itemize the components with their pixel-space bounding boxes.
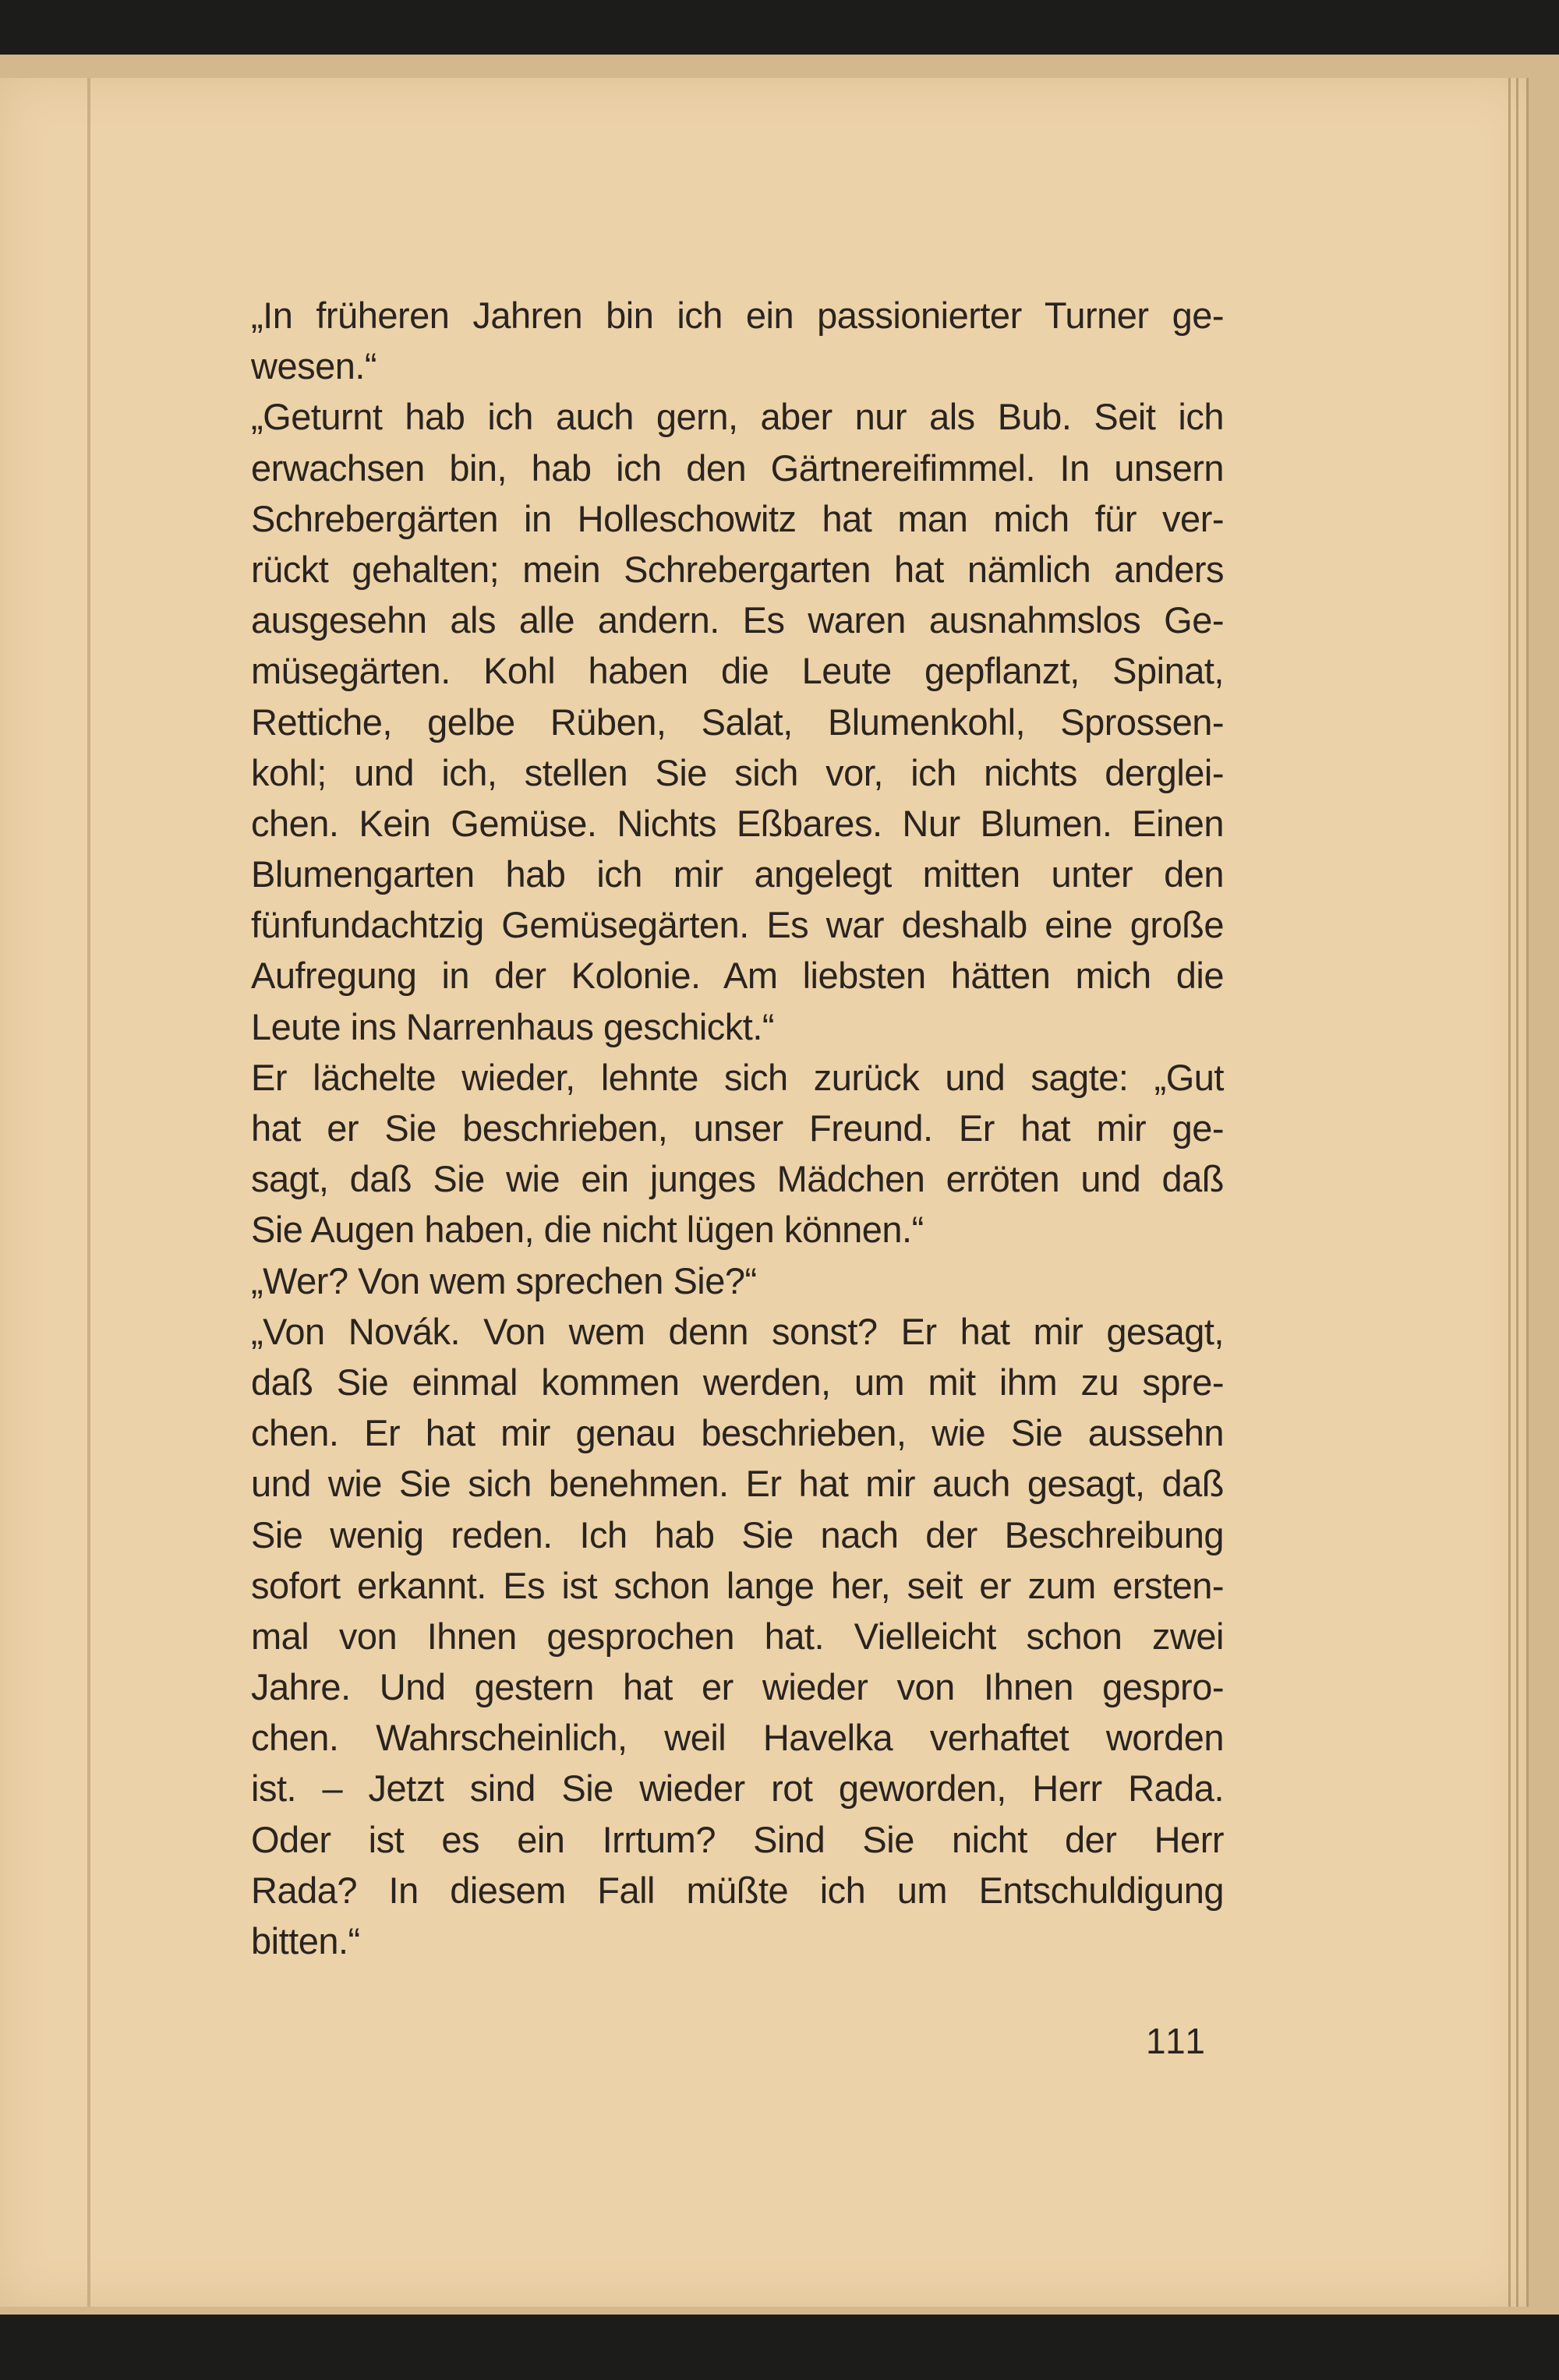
text-line: mal von Ihnen gesprochen hat. Vielleicht schon zwei: [251, 1615, 1224, 1657]
text-line: sofort erkannt. Es ist schon lange her, seit er zum ersten-: [251, 1564, 1224, 1606]
text-line: müsegärten. Kohl haben die Leute gepflanzt, Spinat,: [251, 650, 1224, 692]
body-text: [251, 290, 1224, 1966]
text-line: „In früheren Jahren bin ich ein passionierter Turner ge-: [251, 295, 1224, 336]
text-line: kohl; und ich, stellen Sie sich vor, ich nichts derglei-: [251, 751, 1224, 793]
text-line: Sie wenig reden. Ich hab Sie nach der Beschreibung: [251, 1513, 1224, 1555]
text-line: und wie Sie sich benehmen. Er hat mir auch gesagt, daß: [251, 1463, 1224, 1505]
text-line: erwachsen bin, hab ich den Gärtnereifimmel. In unsern: [251, 447, 1224, 489]
text-line: Rada? In diesem Fall müßte ich um Entschuldigung: [251, 1869, 1224, 1911]
text-line: Blumengarten hab ich mir angelegt mitten unter den: [251, 853, 1224, 895]
page-stack-edge: [1526, 78, 1529, 2307]
text-line: rückt gehalten; mein Schrebergarten hat nämlich anders: [251, 548, 1224, 590]
text-line: ausgesehn als alle andern. Es waren ausnahmslos Ge-: [251, 599, 1224, 641]
text-line: chen. Kein Gemüse. Nichts Eßbares. Nur Blumen. Einen: [251, 802, 1224, 844]
text-line: hat er Sie beschrieben, unser Freund. Er hat mir ge-: [251, 1107, 1224, 1149]
text-line: Jahre. Und gestern hat er wieder von Ihnen gespro-: [251, 1666, 1224, 1708]
text-line: Rettiche, gelbe Rüben, Salat, Blumenkohl, Sprossen-: [251, 701, 1224, 743]
text-line: wesen.“: [251, 345, 377, 387]
text-line: bitten.“: [251, 1920, 360, 1962]
text-line: Oder ist es ein Irrtum? Sind Sie nicht der Herr: [251, 1818, 1224, 1860]
text-line: Schrebergärten in Holleschowitz hat man mich für ver-: [251, 497, 1224, 539]
text-line: Sie Augen haben, die nicht lügen können.“: [251, 1209, 924, 1251]
text-line: Aufregung in der Kolonie. Am liebsten hätten mich die: [251, 955, 1224, 997]
text-line: chen. Er hat mir genau beschrieben, wie Sie aussehn: [251, 1412, 1224, 1454]
text-line: Er lächelte wieder, lehnte sich zurück und sagte: „Gut: [251, 1056, 1224, 1098]
text-line: „Von Novák. Von wem denn sonst? Er hat mir gesagt,: [251, 1310, 1224, 1352]
text-line: „Geturnt hab ich auch gern, aber nur als Bub. Seit ich: [251, 396, 1224, 438]
page-gutter: [87, 78, 90, 2307]
text-line: ist. – Jetzt sind Sie wieder rot geworden, Herr Rada.: [251, 1767, 1224, 1810]
text-line: Leute ins Narrenhaus geschickt.“: [251, 1005, 775, 1047]
page-stack-edge: [1508, 78, 1511, 2307]
text-line: fünfundachtzig Gemüsegärten. Es war deshalb eine große: [251, 904, 1224, 946]
page-number: 111: [1146, 2021, 1207, 2061]
text-line: sagt, daß Sie wie ein junges Mädchen erröten und daß: [251, 1158, 1224, 1200]
page-stack-edge: [1516, 78, 1518, 2307]
text-line: chen. Wahrscheinlich, weil Havelka verhaftet worden: [251, 1717, 1224, 1759]
text-line: „Wer? Von wem sprechen Sie?“: [251, 1259, 757, 1301]
text-line: daß Sie einmal kommen werden, um mit ihm zu spre-: [251, 1361, 1224, 1403]
